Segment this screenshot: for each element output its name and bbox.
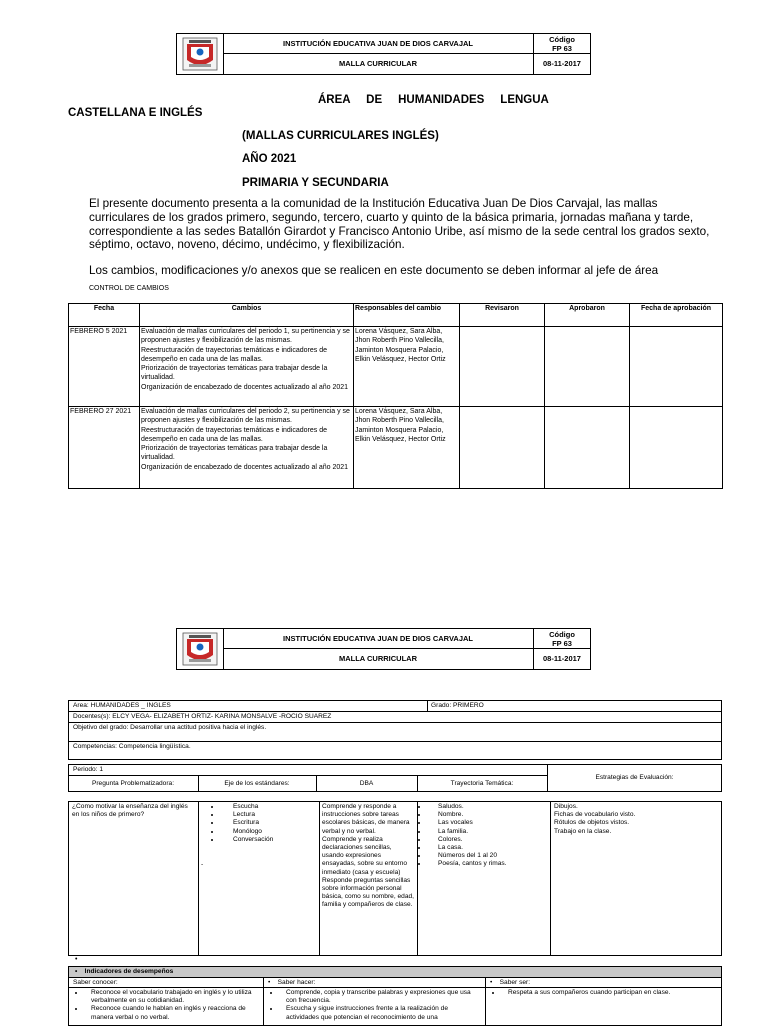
trayectoria-list — [417, 802, 550, 870]
objetivo-field: Objetivo del grado: Desarrollar una actitud positiva hacia el inglés. — [73, 724, 267, 731]
changes-table — [68, 303, 723, 489]
document-header-page2 — [176, 628, 591, 670]
area-heading: ÁREA DE HUMANIDADES LENGUA — [318, 94, 549, 106]
institution-name: INSTITUCIÓN EDUCATIVA JUAN DE DIOS CARVAJAL — [223, 629, 533, 649]
list-item: • Nombre. — [428, 811, 547, 819]
list-item: • Respeta a sus compañeros cuando participan en clase. — [502, 989, 719, 997]
document-title: MALLA CURRICULAR — [338, 654, 418, 663]
institution-name: INSTITUCIÓN EDUCATIVA JUAN DE DIOS CARVAJAL — [223, 34, 533, 54]
col-header: Fecha — [69, 304, 140, 327]
list-item: • La casa. — [428, 844, 547, 852]
school-logo — [177, 34, 224, 74]
ejes-list — [198, 802, 318, 845]
saber-hacer-label-text: Saber hacer: — [277, 979, 316, 986]
area-field: Area: HUMANIDADES _ INGLES — [73, 702, 171, 709]
code-value: FP 63 — [552, 44, 572, 53]
list-item: • Saludos. — [428, 803, 547, 811]
saber-conocer-label: Saber conocer: — [73, 979, 118, 986]
estrategias-text: Dibujos. Fichas de vocabulario visto. Rótulos de objetos vistos. Trabajo en la clase. — [554, 803, 636, 835]
code-label: Código — [549, 630, 575, 639]
empty-bullet: • — [75, 956, 78, 963]
list-item: • Reconoce el vocabulario trabajado en inglés y lo utiliza verbalmente en su cotidianidad. — [85, 989, 260, 1005]
area-heading-continued: CASTELLANA E INGLÉS — [68, 107, 203, 119]
list-item: • Números del 1 al 20 — [428, 852, 547, 860]
code-label: Código — [549, 35, 575, 44]
document-date: 08-11-2017 — [533, 54, 590, 74]
levels: PRIMARIA Y SECUNDARIA — [242, 177, 389, 189]
list-item: • Las vocales — [428, 819, 547, 827]
list-item: • Escritura — [221, 819, 315, 827]
cell-revisaron — [460, 407, 545, 489]
list-item: • Monólogo — [221, 828, 315, 836]
col-header-eje: Eje de los estándares: — [224, 780, 290, 787]
list-item: • Reconoce cuando le hablan en inglés y reacciona de manera verbal o no verbal. — [85, 1005, 260, 1021]
year: AÑO 2021 — [242, 153, 297, 165]
cell-fecha-aprobacion — [630, 407, 723, 489]
col-header: Revisaron — [460, 304, 545, 327]
document-date: 08-11-2017 — [533, 649, 590, 669]
col-header-estrategias: Estrategias de Evaluación: — [595, 774, 674, 781]
list-item: • Lectura — [221, 811, 315, 819]
col-header: Cambios — [140, 304, 354, 327]
cell-cambios: Evaluación de mallas curriculares del periodo 1, su pertinencia y se proponen ajustes y flexibilización de las mismas. Reestructuración de trayectorias temáticas e indicadores de desempeño en cada una de las mallas. Priorización de trayectorias temáticas para trabajar desde la virtualidad. Organización de encabezado de docentes actualizado al año 2021 — [140, 327, 354, 407]
list-item: • Comprende, copia y transcribe palabras y expresiones que usa con frecuencia. — [280, 989, 482, 1005]
list-item: • Escucha — [221, 803, 315, 811]
saber-ser-label: • Saber ser: — [490, 979, 531, 986]
code-cell — [533, 34, 590, 54]
saber-conocer-list — [68, 988, 263, 1023]
cell-responsables: Lorena Vásquez, Sara Alba, Jhon Roberth Pino Vallecilla, Jaminton Mosquera Palacio, Elkin Velásquez, Hector Ortiz — [354, 407, 460, 489]
pregunta-problematizadora: ¿Como motivar la enseñanza del inglés en los niños de primero? — [72, 803, 188, 819]
notice-paragraph: Los cambios, modificaciones y/o anexos que se realicen en este documento se deben informar al jefe de área — [89, 264, 659, 277]
cell-fecha-aprobacion — [630, 327, 723, 407]
periodo-label: Periodo: 1 — [73, 766, 104, 773]
saber-hacer-label: • Saber hacer: — [268, 979, 316, 986]
col-header: Responsables del cambio — [354, 304, 460, 327]
intro-paragraph: El presente documento presenta a la comunidad de la Institución Educativa Juan De Dios Carvajal, las mallas curriculares de los grados primero, segundo, tercero, cuarto y quinto de la básica primaria, jornadas mañana y tarde, correspondiente a las sedes Batallón Girardot y Francisco Antonio Uribe, así mismo de la sede central los grados sexto, séptimo, octavo, noveno, décimo, undécimo, y flexibilización. — [89, 197, 710, 252]
col-header-pregunta: Pregunta Problematizadora: — [91, 780, 175, 787]
document-title: MALLA CURRICULAR — [338, 59, 418, 68]
subtitle: (MALLAS CURRICULARES INGLÉS) — [242, 130, 439, 142]
school-logo — [177, 629, 224, 669]
document-header — [176, 33, 591, 75]
code-value: FP 63 — [552, 639, 572, 648]
col-header-trayectoria: Trayectoria Temática: — [450, 780, 514, 787]
saber-ser-label-text: Saber ser: — [499, 979, 531, 986]
col-header: Fecha de aprobación — [630, 304, 723, 327]
saber-ser-list — [485, 988, 722, 998]
code-cell — [533, 629, 590, 649]
table-row — [69, 327, 723, 407]
docentes-field: Docentes(s): ELCY VEGA- ELIZABETH ORTIZ- KARINA MONSALVE -ROCIO SUAREZ — [73, 713, 332, 720]
col-header: Aprobaron — [545, 304, 630, 327]
grado-field: Grado: PRIMERO — [431, 702, 484, 709]
list-item: • Poesía, cantos y rimas. — [428, 860, 547, 868]
competencias-field: Competencias: Competencia lingüística. — [73, 743, 191, 750]
dba-text: Comprende y responde a instrucciones sobre tareas escolares básicas, de manera verbal y no verbal. Comprende y realiza declaraciones sencillas, usando expresiones ensayadas, sobre su entorno inmediato (casa y escuela) Responde preguntas sencillas sobre información personal básica, como su nombre, edad, familia y compañeros de clase. — [322, 803, 414, 909]
cell-fecha: FEBRERO 27 2021 — [69, 407, 140, 489]
cell-responsables: Lorena Vásquez, Sara Alba, Jhon Roberth Pino Vallecilla, Jaminton Mosquera Palacio, Elkin Velásquez, Hector Ortiz — [354, 327, 460, 407]
eje-dot: - — [201, 861, 204, 868]
table-header-row — [69, 304, 723, 327]
cell-revisaron — [460, 327, 545, 407]
list-item: • La familia. — [428, 828, 547, 836]
list-item: • Conversación — [221, 836, 315, 844]
cell-fecha: FEBRERO 5 2021 — [69, 327, 140, 407]
saber-hacer-list — [263, 988, 485, 1023]
cell-cambios: Evaluación de mallas curriculares del periodo 2, su pertinencia y se proponen ajustes y flexibilización de las mismas. Reestructuración de trayectorias temáticas e indicadores de desempeño en cada una de las mallas. Priorización de trayectorias temáticas para trabajar desde la virtualidad. Organización de encabezado de docentes actualizado al año 2021 — [140, 407, 354, 489]
col-header-dba: DBA — [359, 780, 374, 787]
indicadores-label: • Indicadores de desempeños — [75, 968, 174, 975]
table-row — [69, 407, 723, 489]
indicadores-label-text: Indicadores de desempeños — [84, 968, 174, 975]
cell-aprobaron — [545, 407, 630, 489]
control-label: CONTROL DE CAMBIOS — [89, 285, 169, 292]
cell-aprobaron — [545, 327, 630, 407]
list-item: • Colores. — [428, 836, 547, 844]
list-item: • Escucha y sigue instrucciones frente a la realización de actividades que potencian el reconocimiento de una — [280, 1005, 482, 1021]
